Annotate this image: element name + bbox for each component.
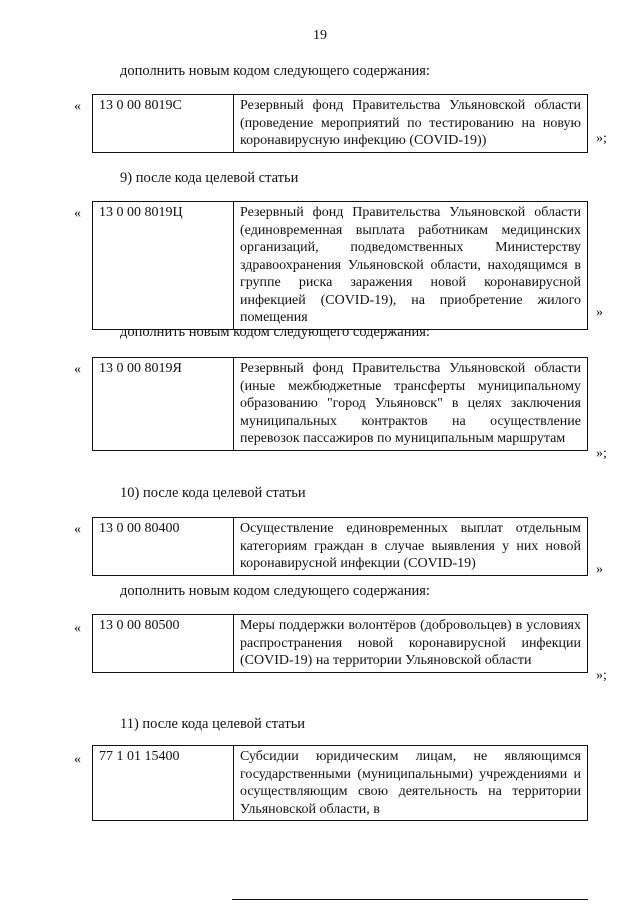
amendment-paragraph: 11) после кода целевой статьи bbox=[120, 716, 306, 732]
closing-quote: »; bbox=[596, 446, 607, 461]
opening-quote: « bbox=[74, 206, 81, 221]
target-code: 13 0 00 8019С bbox=[93, 95, 234, 153]
code-description: Резервный фонд Правительства Ульяновской области (проведение мероприятий по тестированию на новую коронавирусную инфекцию (COVID-19)) bbox=[234, 95, 588, 153]
code-description: Осуществление единовременных выплат отдельным категориям граждан в случае выявления у них новой коронавирусной инфекции (COVID-19) bbox=[234, 518, 588, 576]
code-table bbox=[92, 357, 588, 451]
code-description: Резервный фонд Правительства Ульяновской области (единовременная выплата работникам медицинских организаций, подведомственных Министерству здравоохранения Ульяновской области, находящимся в группе риска заражения новой коронавирусной инфекцией (COVID-19), на приобретение жилого помещения bbox=[234, 202, 588, 330]
table-row bbox=[93, 358, 588, 451]
opening-quote: « bbox=[74, 621, 81, 636]
closing-quote: »; bbox=[596, 131, 607, 146]
table-row bbox=[93, 746, 588, 821]
opening-quote: « bbox=[74, 362, 81, 377]
target-code: 13 0 00 8019Ц bbox=[93, 202, 234, 330]
code-description: Меры поддержки волонтёров (добровольцев) в условиях распространения новой коронавирусной инфекции (COVID-19) на территории Ульяновской области bbox=[234, 615, 588, 673]
table-row bbox=[93, 202, 588, 330]
opening-quote: « bbox=[74, 99, 81, 114]
amendment-paragraph: дополнить новым кодом следующего содержания: bbox=[120, 324, 430, 340]
code-description: Субсидии юридическим лицам, не являющимся государственными (муниципальными) учреждениями и осуществляющим свою деятельность на территории Ульяновской области, в bbox=[234, 746, 588, 821]
opening-quote: « bbox=[74, 752, 81, 767]
amendment-paragraph: дополнить новым кодом следующего содержания: bbox=[120, 583, 430, 599]
code-table bbox=[92, 94, 588, 153]
code-table bbox=[92, 614, 588, 673]
table-row bbox=[93, 518, 588, 576]
closing-quote: » bbox=[596, 562, 603, 577]
code-table bbox=[92, 745, 588, 821]
amendment-paragraph: дополнить новым кодом следующего содержания: bbox=[120, 63, 430, 79]
amendment-paragraph: 10) после кода целевой статьи bbox=[120, 485, 306, 501]
table-row bbox=[93, 615, 588, 673]
table-row bbox=[93, 95, 588, 153]
target-code: 77 1 01 15400 bbox=[93, 746, 234, 821]
target-code: 13 0 00 80400 bbox=[93, 518, 234, 576]
opening-quote: « bbox=[74, 522, 81, 537]
target-code: 13 0 00 8019Я bbox=[93, 358, 234, 451]
code-description: Резервный фонд Правительства Ульяновской области (иные межбюджетные трансферты муниципальному образованию "город Ульяновск" в целях заключения муниципальных контрактов на осуществление перевозок пассажиров по муниципальным маршрутам bbox=[234, 358, 588, 451]
closing-quote: » bbox=[596, 305, 603, 320]
code-table bbox=[92, 201, 588, 330]
page-bottom-rule bbox=[232, 899, 588, 900]
page-number: 19 bbox=[313, 28, 327, 43]
target-code: 13 0 00 80500 bbox=[93, 615, 234, 673]
code-table bbox=[92, 517, 588, 576]
amendment-paragraph: 9) после кода целевой статьи bbox=[120, 170, 299, 186]
closing-quote: »; bbox=[596, 668, 607, 683]
